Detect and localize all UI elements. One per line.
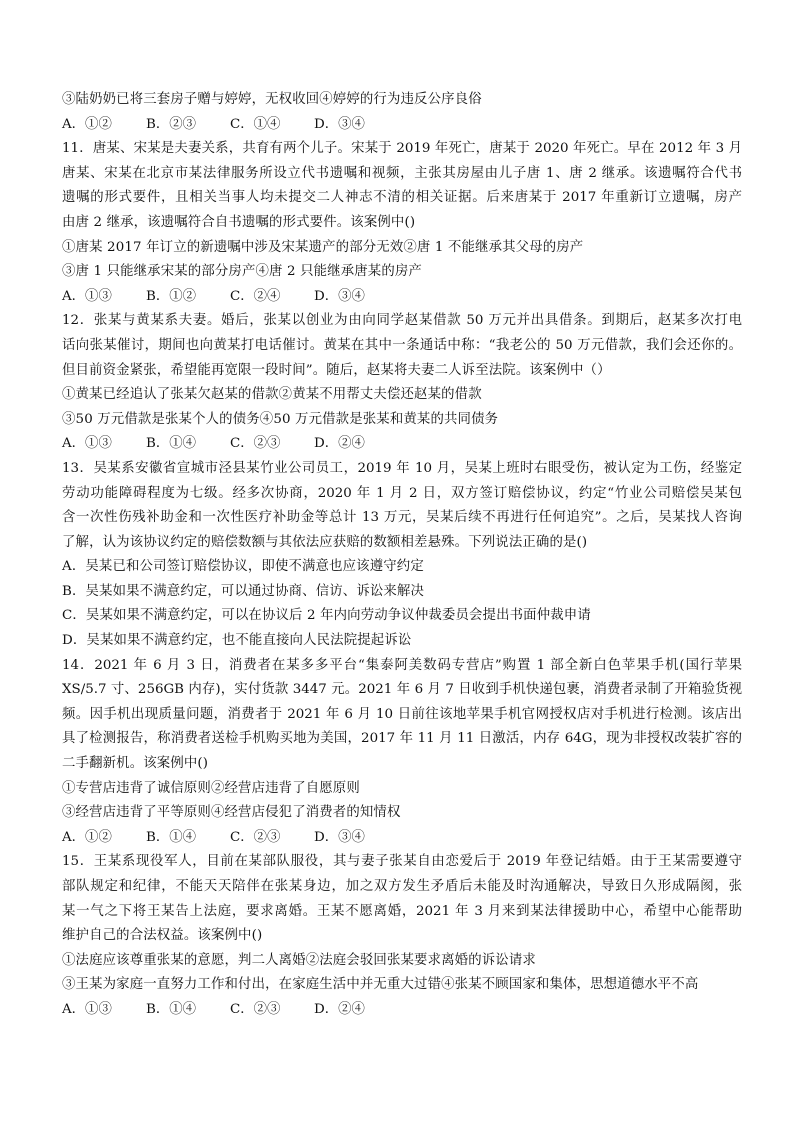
question-14 (62, 654, 742, 851)
statement-line: ③50 万元借款是张某个人的债务④50 万元借款是张某和黄某的共同债务 (62, 411, 499, 427)
statement-line: ①唐某 2017 年订立的新遗嘱中涉及宋某遗产的部分无效②唐 1 不能继承其父母的房产 (62, 239, 584, 255)
option-d: D．③④ (314, 288, 365, 304)
question-text-line: 具了检测报告，称消费者送检手机购买地为美国，2017 年 11 月 11 日激活，内存 64G，现为非授权改装扩容的 (62, 731, 742, 747)
question-text-line: 但目前资金紧张，希望能再宽限一段时间”。随后，赵某将夫妻二人诉至法院。该案例中（） (62, 362, 611, 378)
question-text-line: 12．张某与黄某系夫妻。婚后，张某以创业为由向同学赵某借款 50 万元并出具借条。到期后，赵某多次打电 (62, 313, 742, 329)
option-a: A．①② (62, 829, 112, 845)
question-text-line: 某一气之下将王某告上法庭，要求离婚。王某不愿离婚，2021 年 3 月来到某法律援助中心，希望中心能帮助 (62, 903, 742, 919)
answer-options (62, 432, 742, 457)
answer-options (62, 285, 742, 310)
question-text-line: 15．王某系现役军人，目前在某部队服役，其与妻子张某自由恋爱后于 2019 年登记结婚。由于王某需要遵守 (62, 854, 742, 870)
option-c: C．①④ (230, 116, 281, 132)
question-11 (62, 137, 742, 309)
option-b: B．①② (146, 288, 197, 304)
option-c: C．②③ (230, 829, 281, 845)
question-text-line: 唐某、宋某在北京市某法律服务所设立代书遗嘱和视频，主张其房屋由儿子唐 1、唐 2 继承。该遗嘱符合代书 (62, 165, 742, 181)
exam-page (62, 88, 742, 1023)
statement-line: ③唐 1 只能继承宋某的部分房产④唐 2 只能继承唐某的房产 (62, 264, 422, 280)
option-d: D．③④ (314, 116, 365, 132)
statement-line: ③陆奶奶已将三套房子赠与婷婷，无权收回④婷婷的行为违反公序良俗 (62, 92, 482, 107)
question-text-line: 14．2021 年 6 月 3 日，消费者在某多多平台“集泰阿美数码专营店”购置 1 部全新白色苹果手机(国行苹果 (62, 657, 742, 673)
option-b: B．②③ (146, 116, 197, 132)
statement-line: ①法庭应该尊重张某的意愿，判二人离婚②法庭会驳回张某要求离婚的诉讼请求 (62, 952, 536, 968)
question-text-line: 13．吴某系安徽省宣城市泾县某竹业公司员工，2019 年 10 月，吴某上班时右眼受伤，被认定为工伤，经鉴定 (62, 460, 742, 476)
option-a: A．①② (62, 116, 112, 132)
question-15 (62, 850, 742, 1022)
option-b: B．①④ (146, 436, 197, 452)
question-text-line: 话向张某催讨，期间也向黄某打电话催讨。黄某在其中一条通话中称：“我老公的 50 万元借款，我们会还你的。 (62, 337, 742, 353)
question-text-line: 维护自己的合法权益。该案例中() (62, 928, 263, 944)
option-a: A．①③ (62, 288, 112, 304)
option-a: A．①③ (62, 436, 112, 452)
question-text-line: 劳动功能障碍程度为七级。经多次协商，2020 年 1 月 2 日，双方签订赔偿协议，约定“竹业公司赔偿吴某包 (62, 485, 742, 501)
choice-a: A．吴某已和公司签订赔偿协议，即使不满意也应该遵守约定 (62, 559, 424, 575)
question-text-line: 11．唐某、宋某是夫妻关系，共育有两个儿子。宋某于 2019 年死亡，唐某于 2020 年死亡。早在 2012 年 3 月 (62, 141, 742, 157)
answer-options (62, 113, 742, 138)
question-text-line: 部队规定和纪律，不能天天陪伴在张某身边，加之双方发生矛盾后未能及时沟通解决，导致日久形成隔阂，张 (62, 879, 742, 894)
statement-line: ①黄某已经追认了张某欠赵某的借款②黄某不用帮丈夫偿还赵某的借款 (62, 387, 482, 403)
statement-line: ①专营店违背了诚信原则②经营店违背了自愿原则 (62, 780, 360, 796)
question-12 (62, 309, 742, 457)
option-c: C．②③ (230, 1001, 281, 1017)
choice-d: D．吴某如果不满意约定，也不能直接向人民法院提起诉讼 (62, 633, 412, 649)
option-d: D．②④ (314, 1001, 365, 1017)
question-text-line: 二手翻新机。该案例中() (62, 756, 209, 772)
option-d: D．③④ (314, 829, 365, 845)
question-10-tail (62, 88, 742, 137)
option-b: B．①④ (146, 1001, 197, 1017)
option-a: A．①③ (62, 1001, 112, 1017)
choice-b: B．吴某如果不满意约定，可以通过协商、信访、诉讼来解决 (62, 583, 425, 599)
answer-options (62, 998, 742, 1023)
answer-options (62, 826, 742, 851)
option-c: C．②④ (230, 288, 281, 304)
question-text-line: 频。因手机出现质量问题，消费者于 2021 年 6 月 10 日前往该地苹果手机官网授权店对手机进行检测。该店出 (62, 706, 742, 722)
choice-c: C．吴某如果不满意约定，可以在协议后 2 年内向劳动争议仲裁委员会提出书面仲裁申请 (62, 608, 591, 624)
question-text-line: 遗嘱的形式要件，且相关当事人均未提交二人神志不清的相关证据。后来唐某于 2017 年重新订立遗嘱，房产 (62, 190, 742, 206)
question-13 (62, 457, 742, 654)
statement-line: ③王某为家庭一直努力工作和付出，在家庭生活中并无重大过错④张某不顾国家和集体，思想道德水平不高 (62, 977, 699, 993)
statement-line: ③经营店违背了平等原则④经营店侵犯了消费者的知情权 (62, 805, 401, 821)
question-text-line: 含一次性伤残补助金和一次性医疗补助金等总计 13 万元，吴某后续不再进行任何追究”。之后，吴某找人咨询 (62, 510, 742, 526)
option-b: B．①④ (146, 829, 197, 845)
option-d: D．②④ (314, 436, 365, 452)
option-c: C．②③ (230, 436, 281, 452)
question-text-line: 了解，认为该协议约定的赔偿数额与其依法应获赔的数额相差悬殊。下列说法正确的是() (62, 534, 588, 550)
question-text-line: 由唐 2 继承，该遗嘱符合自书遗嘱的形式要件。该案例中() (62, 214, 416, 230)
question-text-line: XS/5.7 寸、256GB 内存)，实付货款 3447 元。2021 年 6 月 7 日收到手机快递包裹，消费者录制了开箱验货视 (62, 682, 742, 698)
